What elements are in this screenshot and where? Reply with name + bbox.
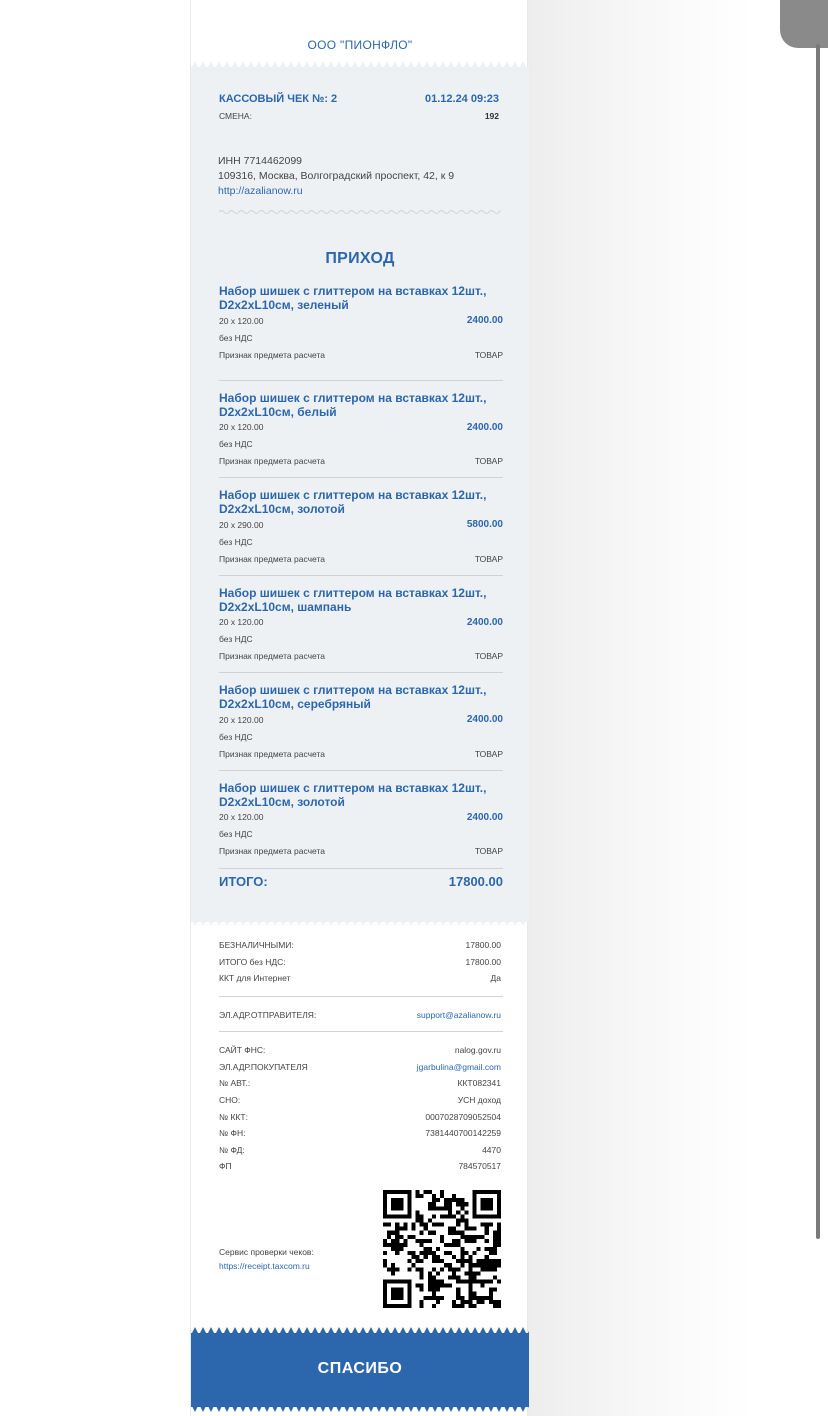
seller-info [218, 154, 454, 199]
fiscal-details [219, 1042, 501, 1175]
item-qty-price: 20 x 120.00 [219, 812, 264, 823]
list-item [219, 478, 503, 576]
fiscal-label: САЙТ ФНС: [219, 1045, 266, 1056]
item-attr-label: Признак предмета расчета [219, 748, 325, 759]
thanks-bottom-zigzag [191, 1404, 529, 1412]
fiscal-label: ЭЛ.АДР.ПОКУПАТЕЛЯ [219, 1061, 308, 1072]
item-attr-value: ТОВАР [474, 456, 503, 467]
fiscal-value: 4470 [482, 1144, 501, 1155]
item-sum: 2400.00 [466, 315, 503, 326]
item-qty-price: 20 x 120.00 [219, 714, 264, 725]
receipt-datetime: 01.12.24 09:23 [424, 93, 499, 105]
item-attr-label: Признак предмета расчета [219, 553, 325, 564]
item-name: Набор шишек с глиттером на вставках 12шт., D2x2xL10см, зеленый [219, 284, 487, 312]
item-attr-label: Признак предмета расчета [219, 846, 325, 857]
seller-site-link[interactable]: http://azalianow.ru [218, 185, 303, 197]
bottom-zigzag-edge [191, 918, 529, 926]
item-attr-label: Признак предмета расчета [219, 651, 325, 662]
item-attr-value: ТОВАР [474, 349, 503, 360]
fiscal-value: 0007028709052504 [425, 1111, 501, 1122]
fiscal-value: nalog.gov.ru [454, 1045, 501, 1056]
scrollbar[interactable] [816, 44, 820, 1239]
payment-value: 17800.00 [465, 956, 501, 967]
item-name: Набор шишек с глиттером на вставках 12шт., D2x2xL10см, золотой [219, 488, 487, 517]
section-title: ПРИХОД [325, 250, 395, 267]
sender-label: ЭЛ.АДР.ОТПРАВИТЕЛЯ: [219, 1010, 317, 1021]
corner-tab[interactable] [780, 0, 828, 48]
item-qty-price: 20 x 290.00 [219, 519, 264, 530]
background-shade [528, 0, 828, 1416]
item-name: Набор шишек с глиттером на вставках 12шт., D2x2xL10см, белый [219, 390, 487, 419]
item-sum: 2400.00 [466, 616, 503, 628]
item-qty-price: 20 x 120.00 [219, 617, 264, 628]
total-row [219, 874, 503, 889]
item-vat: без НДС [219, 634, 253, 645]
list-item [219, 283, 503, 381]
item-vat: без НДС [219, 332, 253, 343]
item-vat: без НДС [219, 536, 253, 547]
item-sum: 2400.00 [466, 714, 503, 726]
organization-name: ООО "ПИОНФЛО" [307, 38, 413, 52]
receipt-title: КАССОВЫЙ ЧЕК №: 2 [219, 93, 338, 105]
fiscal-label: № ФД: [219, 1144, 245, 1155]
item-attr-label: Признак предмета расчета [219, 349, 325, 360]
qr-code-icon [383, 1190, 501, 1308]
shift-label: СМЕНА: [219, 111, 252, 121]
fiscal-label: № ККТ: [219, 1111, 248, 1122]
fiscal-label: СНО: [219, 1095, 241, 1106]
list-item [219, 673, 503, 771]
fiscal-label: № АВТ.: [219, 1078, 251, 1089]
list-item [219, 576, 503, 674]
sender-email-link[interactable]: support@azalianow.ru [416, 1010, 501, 1021]
item-name: Набор шишек с глиттером на вставках 12шт., D2x2xL10см, шампань [219, 585, 487, 614]
list-item [219, 771, 503, 869]
total-label: ИТОГО: [219, 874, 268, 889]
item-vat: без НДС [219, 829, 253, 840]
item-sum: 2400.00 [466, 421, 503, 433]
payment-label: ИТОГО без НДС: [219, 956, 286, 967]
item-qty-price: 20 x 120.00 [219, 315, 264, 326]
wavy-divider [219, 208, 501, 216]
payment-value: Да [490, 973, 501, 984]
fiscal-label: № ФН: [219, 1128, 246, 1139]
total-value: 17800.00 [448, 874, 503, 889]
fiscal-value: 7381440700142259 [425, 1128, 501, 1139]
divider [219, 1031, 503, 1032]
payment-label: БЕЗНАЛИЧНЫМИ: [219, 940, 294, 951]
payment-label: ККТ для Интернет [219, 973, 291, 984]
fiscal-value: ККТ082341 [457, 1078, 501, 1089]
fiscal-label: ФП [219, 1161, 232, 1172]
item-sum: 5800.00 [466, 519, 503, 531]
item-vat: без НДС [219, 731, 253, 742]
item-qty-price: 20 x 120.00 [219, 422, 264, 433]
item-attr-label: Признак предмета расчета [219, 456, 325, 467]
items-list [219, 283, 503, 869]
receipt [190, 0, 528, 1416]
thanks-top-zigzag [191, 1327, 529, 1335]
divider [219, 996, 503, 997]
fiscal-value: УСН доход [457, 1095, 501, 1106]
seller-address: 109316, Москва, Волгоградский проспект, 42, к 9 [218, 170, 455, 182]
check-service [219, 1245, 314, 1273]
item-sum: 2400.00 [466, 811, 503, 823]
item-attr-value: ТОВАР [474, 846, 503, 857]
list-item [219, 381, 503, 479]
check-service-label: Сервис проверки чеков: [219, 1247, 314, 1257]
shift-value: 192 [484, 111, 499, 121]
check-service-link[interactable]: https://receipt.taxcom.ru [219, 1261, 310, 1271]
item-name: Набор шишек с глиттером на вставках 12шт., D2x2xL10см, золотой [219, 780, 487, 809]
payment-details [219, 937, 501, 987]
top-zigzag-edge [191, 61, 529, 69]
payment-value: 17800.00 [465, 940, 501, 951]
seller-inn: ИНН 7714462099 [218, 155, 303, 167]
sender-details [219, 1007, 501, 1024]
fiscal-value: 784570517 [458, 1161, 501, 1172]
item-attr-value: ТОВАР [474, 748, 503, 759]
thanks-text: СПАСИБО [317, 1360, 403, 1377]
buyer-email-link[interactable]: jgarbulina@gmail.com [416, 1061, 501, 1072]
item-attr-value: ТОВАР [474, 553, 503, 564]
item-name: Набор шишек с глиттером на вставках 12шт., D2x2xL10см, серебряный [219, 683, 487, 712]
item-vat: без НДС [219, 439, 253, 450]
item-attr-value: ТОВАР [474, 651, 503, 662]
